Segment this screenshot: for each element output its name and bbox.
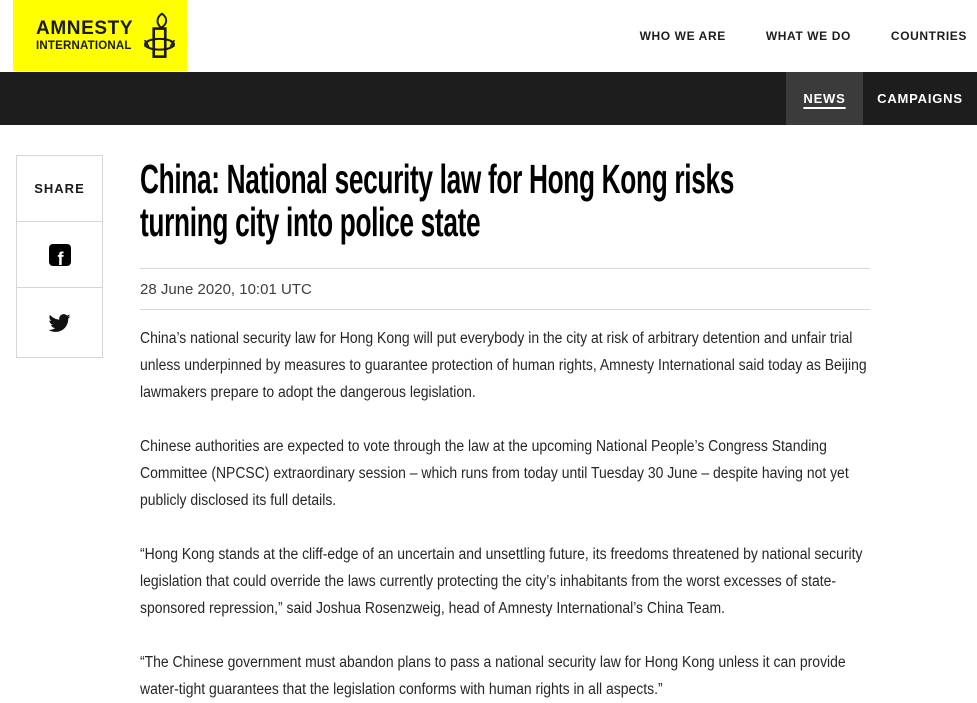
share-twitter-cell[interactable] <box>17 288 102 357</box>
article-paragraph: “The Chinese government must abandon plans to pass a national security law for Hong Kong unless it can provide water-tight guarantees that the legislation conforms with human rights in all aspects.” <box>140 654 846 698</box>
nav-news-active-tab[interactable]: NEWS <box>786 72 863 125</box>
amnesty-logo-text <box>36 19 133 53</box>
article-date-row <box>140 268 870 310</box>
facebook-icon[interactable] <box>49 244 71 269</box>
facebook-glyph: f <box>57 248 64 269</box>
twitter-icon[interactable] <box>46 312 73 334</box>
article-body <box>140 325 870 703</box>
article-paragraph: Chinese authorities are expected to vote through the law at the upcoming National People’s Congress Standing Committee (NPCSC) extraordinary session – which runs from today until Tuesday 30 June – despite having not yet publicly disclosed its full details. <box>140 438 849 509</box>
article-title-line-1: China: National security law for Hong Kong risks <box>140 156 735 202</box>
article-paragraph: “Hong Kong stands at the cliff-edge of an uncertain and unsettling future, its freedoms threatened by national security legislation that could override the laws currently protecting the city’s inhabitants from the worst excesses of state-sponsored repression,” said Joshua Rosenzweig, head of Amnesty International’s China Team. <box>140 546 863 617</box>
article-title <box>140 158 870 244</box>
content-area <box>0 125 977 703</box>
share-facebook-cell[interactable] <box>17 222 102 288</box>
secondary-navbar <box>0 72 977 125</box>
nav-countries[interactable]: COUNTRIES <box>890 29 967 43</box>
logo-line-amnesty: AMNESTY <box>36 17 134 39</box>
article-paragraph: China’s national security law for Hong Kong will put everybody in the city at risk of arbitrary detention and unfair trial unless underpinned by measures to guarantee protection of human rights, Amnesty International said today as Beijing lawmakers prepare to adopt the dangerous legislation. <box>140 330 867 401</box>
article <box>140 125 870 703</box>
share-label: SHARE <box>34 181 85 196</box>
top-navigation <box>640 29 967 43</box>
share-rail <box>16 155 103 358</box>
logo-line-international: INTERNATIONAL <box>36 39 132 52</box>
site-header <box>0 0 977 72</box>
nav-what-we-do[interactable]: WHAT WE DO <box>765 29 851 43</box>
candle-barbed-wire-icon <box>143 12 176 60</box>
article-date: 28 June 2020, 10:01 UTC <box>140 280 312 298</box>
share-label-cell <box>17 156 102 222</box>
amnesty-logo[interactable] <box>13 0 187 71</box>
article-title-line-2: turning city into police state <box>140 199 481 245</box>
nav-campaigns[interactable]: CAMPAIGNS <box>877 91 963 106</box>
nav-who-we-are[interactable]: WHO WE ARE <box>639 29 726 43</box>
